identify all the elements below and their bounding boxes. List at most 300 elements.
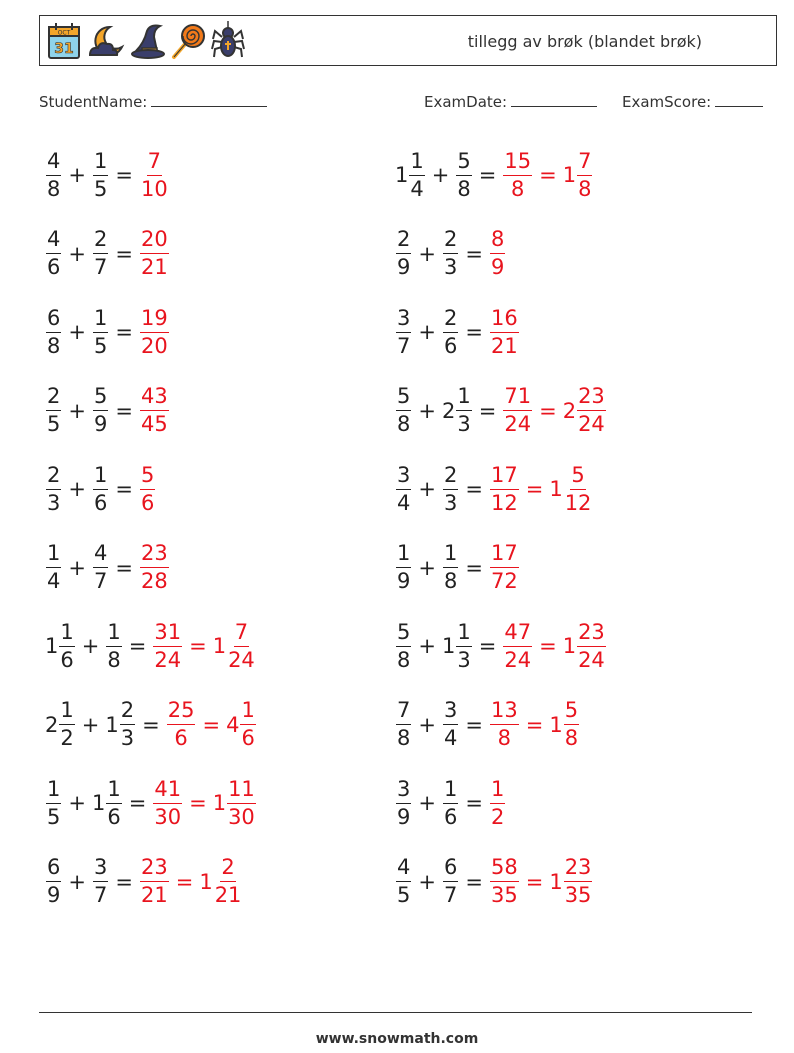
addend-a-numerator: 4 (46, 150, 61, 176)
answer-mixed-whole: 1 (562, 163, 577, 187)
answer-mixed-numerator: 23 (564, 856, 593, 882)
answer-improper-fraction (140, 228, 169, 279)
svg-text:31: 31 (54, 41, 74, 57)
answer-improper (489, 228, 506, 279)
answer (489, 542, 520, 593)
plus-sign: + (68, 241, 86, 266)
answer-mixed-denominator: 24 (228, 647, 255, 672)
addend-a-fraction (46, 464, 61, 515)
addend-a (45, 464, 62, 515)
addend-b-numerator: 3 (443, 699, 458, 725)
equals-sign: = (115, 555, 133, 580)
problem-row (395, 693, 580, 757)
plus-sign: + (418, 712, 436, 737)
answer-improper (489, 778, 506, 829)
answer-mixed-whole: 1 (549, 869, 563, 894)
answer-improper-denominator: 21 (140, 883, 168, 907)
answer-mixed-numerator: 5 (570, 464, 585, 490)
addend-a-denominator: 5 (47, 412, 61, 436)
problem-row (45, 379, 170, 443)
addend-b-numerator: 1 (456, 621, 471, 647)
answer-equals-sign: = (202, 712, 221, 737)
addend-b-denominator: 6 (93, 490, 108, 515)
exam-date-blank[interactable] (511, 92, 597, 107)
answer-improper-fraction (490, 699, 519, 750)
exam-date-field (424, 92, 597, 111)
answer-improper-denominator: 30 (154, 804, 182, 829)
answer (489, 699, 580, 750)
addend-b-numerator: 5 (93, 385, 108, 411)
addend-a-fraction (46, 778, 61, 829)
addend-a-denominator: 2 (60, 726, 74, 750)
answer-improper-numerator: 17 (490, 542, 519, 568)
plus-sign: + (81, 634, 100, 658)
addend-a (45, 699, 76, 750)
addend-b-denominator: 7 (93, 569, 108, 593)
answer-improper (489, 856, 520, 907)
problem-row (395, 536, 520, 600)
answer-improper-denominator: 10 (140, 176, 168, 201)
addend-a-numerator: 6 (46, 307, 61, 333)
answer-improper-numerator: 8 (490, 228, 505, 254)
answer-mixed-numerator: 5 (564, 699, 579, 725)
addend-b (92, 307, 109, 358)
answer-improper-fraction (140, 150, 169, 201)
answer-mixed-fraction (227, 778, 256, 829)
equals-sign: = (478, 163, 497, 187)
addend-a (45, 228, 62, 279)
answer-improper-denominator: 9 (490, 255, 505, 279)
addend-b-fraction (456, 150, 471, 201)
answer-improper-denominator: 8 (497, 726, 512, 750)
answer-mixed-fraction (577, 385, 606, 436)
addend-a (45, 621, 76, 672)
answer-mixed-numerator: 7 (577, 150, 592, 176)
addend-b-numerator: 1 (106, 778, 121, 804)
equals-sign: = (115, 869, 133, 894)
addend-a (395, 464, 412, 515)
equals-sign: = (115, 163, 133, 187)
exam-score-blank[interactable] (715, 92, 763, 107)
addend-a-fraction (46, 150, 61, 201)
answer-improper-numerator: 41 (153, 778, 182, 804)
answer-improper-numerator: 19 (140, 307, 169, 333)
addend-b-denominator: 8 (457, 176, 471, 201)
answer-improper-numerator: 15 (503, 150, 532, 176)
plus-sign: + (418, 555, 436, 580)
answer-improper (139, 856, 170, 907)
addend-b-numerator: 1 (93, 150, 108, 176)
answer-mixed (563, 385, 607, 436)
addend-a-numerator: 5 (396, 385, 411, 411)
answer-mixed-fraction (564, 464, 593, 515)
plus-sign: + (418, 241, 436, 266)
addend-a-denominator: 9 (397, 569, 411, 593)
plus-sign: + (68, 398, 86, 423)
addend-b-denominator: 3 (457, 647, 471, 672)
answer-improper-denominator: 24 (504, 412, 532, 436)
spider-icon (210, 21, 246, 61)
addend-b-fraction (106, 621, 121, 672)
answer (489, 307, 520, 358)
answer-mixed-whole: 1 (562, 634, 577, 658)
exam-score-field (622, 92, 763, 111)
answer-mixed-whole: 1 (549, 712, 563, 737)
equals-sign: = (115, 320, 133, 344)
worksheet-title: tillegg av brøk (blandet brøk) (467, 32, 702, 51)
addend-a (45, 307, 62, 358)
addend-b-denominator: 3 (120, 726, 135, 750)
answer-mixed-denominator: 8 (578, 176, 592, 201)
answer-mixed-fraction (577, 621, 606, 672)
answer-mixed-numerator: 23 (577, 385, 606, 411)
answer-improper-denominator: 35 (490, 883, 518, 907)
addend-a-denominator: 4 (397, 490, 411, 515)
answer-improper (489, 464, 520, 515)
answer (502, 385, 606, 436)
addend-b-fraction (456, 385, 471, 436)
moon-cloud-icon (86, 21, 126, 61)
addend-a-denominator: 9 (47, 883, 61, 907)
plus-sign: + (418, 477, 436, 501)
answer-mixed-fraction (564, 699, 579, 750)
problem-row (45, 693, 257, 757)
answer-mixed-numerator: 1 (240, 699, 255, 725)
addend-a (395, 778, 412, 829)
answer (152, 778, 256, 829)
addend-b-whole: 2 (441, 398, 456, 423)
addend-a-denominator: 4 (47, 569, 61, 593)
answer-mixed-numerator: 23 (577, 621, 606, 647)
answer-improper-fraction (153, 778, 182, 829)
answer-improper-fraction (490, 464, 519, 515)
answer-improper-fraction (140, 856, 169, 907)
addend-a-fraction (46, 228, 61, 279)
answer-mixed-denominator: 24 (578, 412, 605, 436)
answer-mixed-denominator: 21 (214, 883, 242, 907)
answer-equals-sign: = (539, 634, 557, 658)
addend-b-numerator: 1 (456, 385, 471, 411)
answer-mixed (549, 699, 580, 750)
addend-b (92, 542, 109, 593)
addend-a-numerator: 3 (396, 778, 411, 804)
addend-b (105, 621, 122, 672)
plus-sign: + (68, 555, 86, 580)
addend-b-denominator: 3 (457, 412, 471, 436)
addend-a-numerator: 3 (396, 307, 411, 333)
addend-a-fraction (59, 621, 74, 672)
addend-a-fraction (396, 385, 411, 436)
addend-a-numerator: 1 (46, 778, 61, 804)
answer-improper-numerator: 5 (140, 464, 155, 490)
addend-a-denominator: 8 (397, 412, 411, 436)
answer-mixed-numerator: 11 (227, 778, 256, 804)
answer (139, 856, 243, 907)
answer-equals-sign: = (539, 398, 557, 423)
addend-b-numerator: 4 (93, 542, 108, 568)
addend-b (442, 385, 473, 436)
answer-improper-denominator: 2 (490, 804, 505, 829)
answer-improper (152, 621, 183, 672)
addend-b-fraction (443, 856, 458, 907)
answer-mixed-whole: 1 (199, 869, 213, 894)
addend-b (442, 542, 459, 593)
answer-improper (489, 542, 520, 593)
answer-improper-denominator: 24 (504, 647, 532, 672)
addend-a-denominator: 3 (47, 490, 61, 515)
plus-sign: + (68, 163, 86, 187)
problem-row (395, 222, 506, 286)
addend-b (442, 778, 459, 829)
addend-b-fraction (443, 778, 458, 829)
answer-improper-fraction (140, 385, 169, 436)
addend-b-denominator: 5 (93, 333, 108, 358)
equals-sign: = (465, 555, 483, 580)
answer-improper-numerator: 7 (147, 150, 162, 176)
addend-a-denominator: 4 (410, 176, 424, 201)
addend-b-denominator: 6 (443, 333, 458, 358)
answer-improper-fraction (503, 150, 532, 201)
answer-equals-sign: = (525, 477, 544, 501)
answer-mixed-fraction (564, 856, 593, 907)
answer-improper-numerator: 58 (490, 856, 519, 882)
problem-row (45, 614, 257, 678)
footer-divider (39, 1012, 752, 1013)
answer-mixed (226, 699, 257, 750)
addend-b-denominator: 9 (93, 412, 108, 436)
exam-score-label: ExamScore: (622, 93, 712, 111)
student-name-field (39, 92, 267, 111)
addend-b-fraction (443, 699, 458, 750)
problem-row (395, 143, 593, 207)
answer-equals-sign: = (189, 791, 207, 815)
addend-a-numerator: 1 (409, 150, 424, 176)
addend-a-fraction (396, 464, 411, 515)
addend-a-whole: 2 (45, 712, 59, 737)
answer-improper-fraction (490, 778, 505, 829)
answer-mixed-fraction (577, 150, 592, 201)
addend-a-whole: 1 (395, 163, 409, 187)
answer-equals-sign: = (525, 712, 544, 737)
addend-a-fraction (396, 699, 411, 750)
answer-improper-fraction (153, 621, 182, 672)
addend-b-fraction (443, 307, 458, 358)
addend-b-denominator: 3 (443, 490, 458, 515)
answer-improper-denominator: 72 (490, 569, 518, 593)
answer-improper (139, 228, 170, 279)
answer-improper-numerator: 23 (140, 542, 169, 568)
addend-a-fraction (396, 856, 411, 907)
plus-sign: + (68, 320, 86, 344)
answer (139, 385, 170, 436)
addend-a-numerator: 6 (46, 856, 61, 882)
answer-improper-numerator: 47 (503, 621, 532, 647)
addend-a-denominator: 5 (47, 804, 61, 829)
answer-equals-sign: = (539, 163, 557, 187)
plus-sign: + (81, 712, 100, 737)
addend-b-fraction (456, 621, 471, 672)
addend-a-numerator: 4 (46, 228, 61, 254)
equals-sign: = (465, 712, 483, 737)
answer-improper-fraction (490, 542, 519, 593)
answer-mixed-whole: 4 (226, 712, 240, 737)
plus-sign: + (68, 791, 86, 815)
answer (502, 621, 606, 672)
answer (489, 856, 593, 907)
addend-a-denominator: 8 (47, 333, 61, 358)
answer-improper-numerator: 16 (490, 307, 519, 333)
equals-sign: = (465, 320, 483, 344)
addend-b-fraction (93, 150, 108, 201)
answer-improper (489, 699, 520, 750)
addend-a-fraction (59, 699, 74, 750)
answer-improper-denominator: 28 (140, 569, 168, 593)
answer-improper-denominator: 6 (174, 726, 188, 750)
addend-b-numerator: 2 (443, 464, 458, 490)
addend-a-fraction (396, 542, 411, 593)
addend-b (92, 228, 109, 279)
addend-b-numerator: 1 (443, 542, 458, 568)
answer-mixed (199, 856, 243, 907)
problem-row (45, 143, 170, 207)
answer-improper-numerator: 20 (140, 228, 169, 254)
addend-b (442, 228, 459, 279)
addend-b-numerator: 5 (456, 150, 471, 176)
addend-a (395, 621, 412, 672)
answer-improper-numerator: 43 (140, 385, 169, 411)
addend-a-fraction (46, 307, 61, 358)
problem-row (45, 222, 170, 286)
answer-improper-denominator: 24 (154, 647, 182, 672)
addend-a-numerator: 2 (46, 385, 61, 411)
problem-row (45, 771, 257, 835)
addend-a (45, 150, 62, 201)
addend-b-fraction (93, 307, 108, 358)
addend-b-denominator: 8 (443, 569, 458, 593)
addend-b-whole: 1 (105, 712, 119, 737)
addend-b-fraction (443, 228, 458, 279)
answer-improper-denominator: 6 (140, 490, 155, 515)
addend-b (455, 150, 472, 201)
answer-improper-numerator: 25 (167, 699, 196, 725)
addend-a-whole: 1 (45, 634, 59, 658)
addend-b-denominator: 6 (443, 804, 458, 829)
answer-improper-fraction (503, 385, 532, 436)
addend-a-fraction (46, 542, 61, 593)
addend-a (45, 778, 62, 829)
answer-equals-sign: = (525, 869, 544, 894)
addend-a-denominator: 8 (47, 176, 61, 201)
plus-sign: + (68, 869, 86, 894)
answer-improper-denominator: 20 (140, 333, 168, 358)
equals-sign: = (115, 241, 133, 266)
header-icons (46, 21, 246, 61)
answer-mixed-fraction (227, 621, 256, 672)
student-name-blank[interactable] (151, 92, 267, 107)
addend-a-denominator: 8 (397, 726, 411, 750)
problem-row (395, 771, 506, 835)
calendar-oct-31-icon (46, 21, 82, 61)
answer-improper (139, 542, 170, 593)
problem-row (395, 379, 607, 443)
equals-sign: = (128, 791, 147, 815)
addend-b-denominator: 6 (107, 804, 121, 829)
answer-improper (139, 307, 170, 358)
addend-b-denominator: 3 (443, 255, 458, 279)
addend-a-numerator: 1 (396, 542, 411, 568)
addend-a-fraction (409, 150, 424, 201)
addend-a-denominator: 9 (397, 804, 411, 829)
addend-a-denominator: 7 (397, 333, 411, 358)
problem-row (395, 614, 607, 678)
addend-a (395, 385, 412, 436)
answer-improper-numerator: 31 (153, 621, 182, 647)
answer-improper-denominator: 21 (140, 255, 168, 279)
addend-a (395, 856, 412, 907)
answer (489, 778, 506, 829)
answer-improper-numerator: 13 (490, 699, 519, 725)
answer-mixed-fraction (240, 699, 255, 750)
answer-improper-denominator: 45 (140, 412, 168, 436)
equals-sign: = (478, 398, 497, 423)
problem-row (45, 536, 170, 600)
addend-b-whole: 1 (91, 791, 106, 815)
addend-b-denominator: 8 (107, 647, 121, 672)
answer (139, 542, 170, 593)
addend-a-denominator: 9 (397, 255, 411, 279)
footer-url: www.snowmath.com (315, 1031, 479, 1047)
answer-mixed-denominator: 30 (228, 804, 255, 829)
addend-b-numerator: 1 (106, 621, 121, 647)
addend-a-numerator: 2 (46, 464, 61, 490)
answer-mixed (563, 621, 607, 672)
equals-sign: = (465, 869, 483, 894)
answer (489, 228, 506, 279)
answer (489, 464, 593, 515)
answer-mixed-denominator: 24 (578, 647, 605, 672)
answer-mixed-denominator: 8 (564, 726, 579, 750)
equals-sign: = (128, 634, 147, 658)
addend-b (442, 699, 459, 750)
addend-a (395, 542, 412, 593)
addend-b (92, 778, 123, 829)
addend-a (45, 542, 62, 593)
answer-improper (139, 464, 156, 515)
addend-b-numerator: 3 (93, 856, 108, 882)
addend-b-denominator: 4 (443, 726, 458, 750)
plus-sign: + (418, 634, 436, 658)
addend-a-numerator: 5 (396, 621, 411, 647)
svg-text:OCT: OCT (57, 29, 71, 37)
answer-equals-sign: = (175, 869, 194, 894)
addend-a-fraction (396, 778, 411, 829)
addend-b-fraction (93, 385, 108, 436)
equals-sign: = (478, 634, 497, 658)
addend-b-fraction (93, 228, 108, 279)
problem-row (45, 300, 170, 364)
addend-a (45, 385, 62, 436)
answer-improper-denominator: 8 (511, 176, 525, 201)
addend-a-denominator: 5 (397, 883, 411, 907)
answer (139, 228, 170, 279)
exam-date-label: ExamDate: (424, 93, 508, 111)
equals-sign: = (465, 241, 483, 266)
answer-improper-numerator: 71 (503, 385, 532, 411)
answer-improper (139, 150, 170, 201)
answer-improper-fraction (503, 621, 532, 672)
answer (152, 621, 256, 672)
answer-improper-fraction (140, 464, 155, 515)
